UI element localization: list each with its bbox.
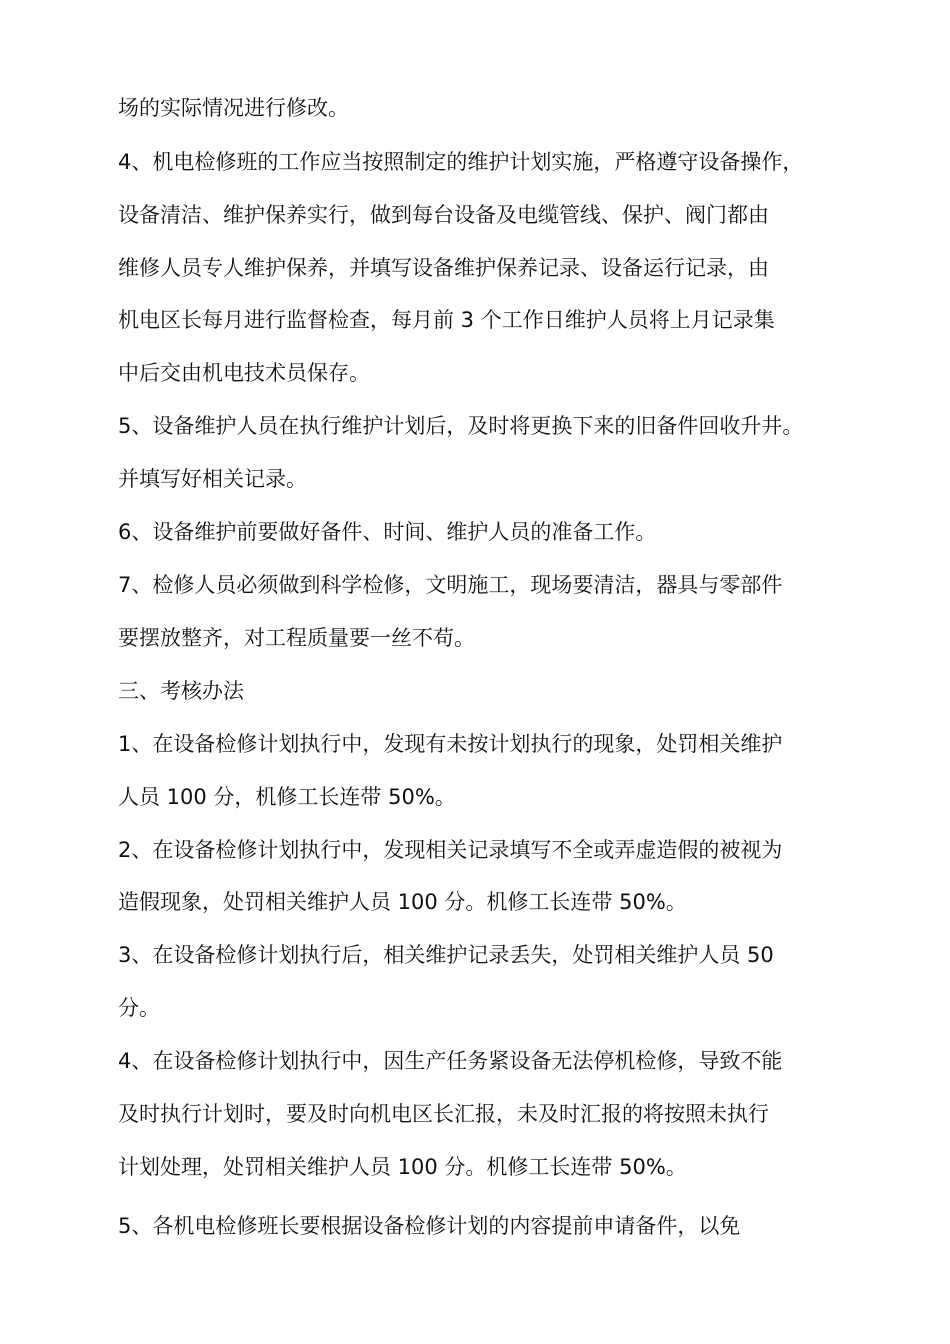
text-line-5: 机电区长每月进行监督检查，每月前 3 个工作日维护人员将上月记录集 [118, 308, 775, 332]
text-line-22: 5、各机电检修班长要根据设备检修计划的内容提前申请备件，以免 [118, 1214, 741, 1238]
text-line-20: 及时执行计划时，要及时向机电区长汇报，未及时汇报的将按照未执行 [118, 1102, 769, 1126]
text-line-7: 5、设备维护人员在执行维护计划后，及时将更换下来的旧备件回收升井。 [118, 414, 804, 438]
text-line-11: 要摆放整齐，对工程质量要一丝不苟。 [118, 626, 475, 650]
text-line-19: 4、在设备检修计划执行中，因生产任务紧设备无法停机检修，导致不能 [118, 1049, 783, 1073]
text-line-17: 3、在设备检修计划执行后，相关维护记录丢失，处罚相关维护人员 50 [118, 943, 774, 967]
text-line-21: 计划处理，处罚相关维护人员 100 分。机修工长连带 50%。 [118, 1155, 687, 1179]
text-line-8: 并填写好相关记录。 [118, 467, 307, 491]
text-line-16: 造假现象，处罚相关维护人员 100 分。机修工长连带 50%。 [118, 890, 687, 914]
section-heading: 三、考核办法 [118, 679, 244, 703]
text-line-18: 分。 [118, 996, 160, 1020]
text-line-15: 2、在设备检修计划执行中，发现相关记录填写不全或弄虚造假的被视为 [118, 838, 783, 862]
text-line-1: 场的实际情况进行修改。 [118, 96, 349, 120]
text-line-4: 维修人员专人维护保养，并填写设备维护保养记录、设备运行记录，由 [118, 256, 769, 280]
text-line-3: 设备清洁、维护保养实行，做到每台设备及电缆管线、保护、阀门都由 [118, 203, 769, 227]
text-line-6: 中后交由机电技术员保存。 [118, 361, 370, 385]
text-line-13: 1、在设备检修计划执行中，发现有未按计划执行的现象，处罚相关维护 [118, 732, 783, 756]
text-line-2: 4、机电检修班的工作应当按照制定的维护计划实施，严格遵守设备操作， [118, 150, 804, 174]
text-line-10: 7、检修人员必须做到科学检修，文明施工，现场要清洁，器具与零部件 [118, 573, 783, 597]
text-line-14: 人员 100 分，机修工长连带 50%。 [118, 785, 456, 809]
text-line-9: 6、设备维护前要做好备件、时间、维护人员的准备工作。 [118, 520, 657, 544]
